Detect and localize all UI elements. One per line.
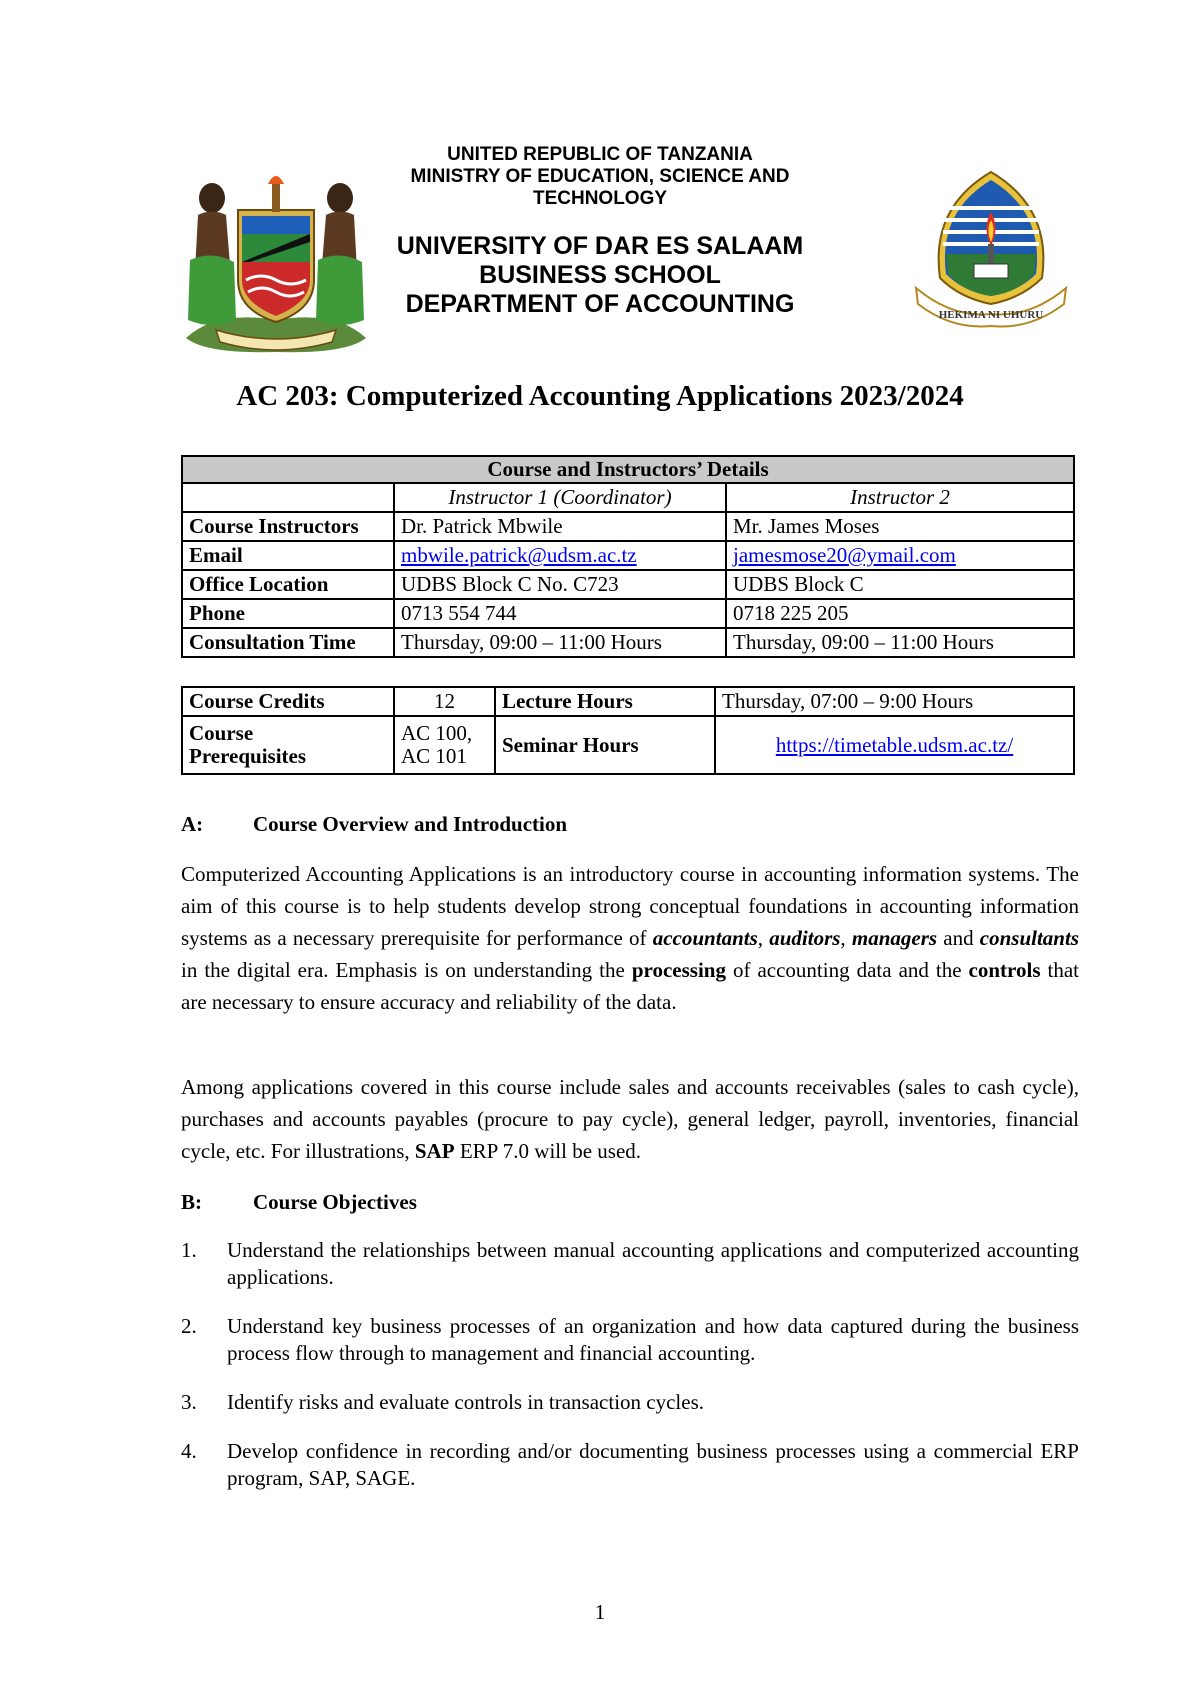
course-details-table [181, 686, 1075, 775]
university-name: UNIVERSITY OF DAR ES SALAAM [396, 232, 804, 260]
ministry-name-line1: MINISTRY OF EDUCATION, SCIENCE AND [410, 166, 790, 187]
instructor1-phone: 0713 554 744 [394, 599, 726, 628]
table-row [182, 541, 1074, 570]
prerequisite-1: AC 100, [401, 721, 473, 745]
emphasis-controls: controls [968, 958, 1041, 982]
row-label: Course Instructors [182, 512, 394, 541]
list-item: 2. Understand key business processes of an organization and how data captured during the business process flow through to management and financial accounting. [181, 1314, 1079, 1365]
prerequisites-label [182, 716, 394, 774]
section-b-title: Course Objectives [253, 1190, 417, 1214]
instructors-table [181, 455, 1075, 658]
page-number: 1 [594, 1600, 606, 1624]
credits-value: 12 [394, 687, 495, 716]
prerequisites-label-line1: Course [189, 721, 254, 745]
university-header [300, 232, 900, 319]
instructor1-consultation: Thursday, 09:00 – 11:00 Hours [394, 628, 726, 657]
instructors-table-caption: Course and Instructors’ Details [182, 456, 1074, 483]
instructor2-phone: 0718 225 205 [726, 599, 1074, 628]
table-row [182, 512, 1074, 541]
table-row [182, 687, 1074, 716]
row-label: Email [182, 541, 394, 570]
row-label: Phone [182, 599, 394, 628]
timetable-link[interactable]: https://timetable.udsm.ac.tz/ [775, 732, 1014, 757]
school-name: BUSINESS SCHOOL [479, 261, 721, 289]
instructor2-name: Mr. James Moses [726, 512, 1074, 541]
objectives-list [181, 1237, 1079, 1514]
document-title: AC 203: Computerized Accounting Applications 2023/2024 [236, 380, 964, 412]
list-item: 1. Understand the relationships between manual accounting applications and computerized accounting applications. [181, 1238, 1079, 1289]
list-item: 4. Develop confidence in recording and/or documenting business processes using a commercial ERP program, SAP, SAGE. [181, 1439, 1079, 1490]
credits-label: Course Credits [182, 687, 394, 716]
empty-header-cell [182, 483, 394, 512]
udsm-crest-logo [912, 168, 1070, 330]
row-label: Consultation Time [182, 628, 394, 657]
instructor2-office: UDBS Block C [726, 570, 1074, 599]
instructor1-email-link[interactable]: mbwile.patrick@udsm.ac.tz [401, 543, 637, 567]
section-a-letter: A: [181, 812, 204, 836]
table-row [182, 628, 1074, 657]
table-row [182, 716, 1074, 774]
instructor1-office: UDBS Block C No. C723 [394, 570, 726, 599]
prerequisites-label-line2: Prerequisites [189, 744, 307, 768]
section-a-title: Course Overview and Introduction [253, 812, 568, 836]
emphasis-consultants: consultants [979, 926, 1079, 950]
section-a-paragraph-1: Computerized Accounting Applications is an introductory course in accounting information systems. The aim of this course is to help students develop strong conceptual foundations in accounting information systems as a necessary prerequisite for performance of accountants, auditors, managers and consultants in the digital era. Emphasis is on understanding the processing of accounting data and the controls that are necessary to ensure accuracy and reliability of the data. [181, 862, 1079, 1014]
list-item: 3. Identify risks and evaluate controls in transaction cycles. [181, 1390, 705, 1414]
section-b-letter: B: [181, 1190, 202, 1214]
government-name: UNITED REPUBLIC OF TANZANIA [447, 144, 753, 165]
ministry-name-line2: TECHNOLOGY [532, 188, 668, 209]
instructor2-email-link[interactable]: jamesmose20@ymail.com [733, 543, 956, 567]
section-a-heading [181, 812, 567, 837]
seminar-hours-label: Seminar Hours [495, 716, 715, 774]
emphasis-processing: processing [631, 958, 726, 982]
lecture-hours-value: Thursday, 07:00 – 9:00 Hours [715, 687, 1074, 716]
section-b-heading [181, 1190, 417, 1215]
row-label: Office Location [182, 570, 394, 599]
instructor2-header: Instructor 2 [726, 483, 1074, 512]
instructor1-header: Instructor 1 (Coordinator) [394, 483, 726, 512]
emphasis-accountants: accountants [652, 926, 758, 950]
lecture-hours-label: Lecture Hours [495, 687, 715, 716]
table-row [182, 570, 1074, 599]
udsm-crest-motto: HEKIMA NI UHURU [938, 309, 1044, 321]
instructor2-consultation: Thursday, 09:00 – 11:00 Hours [726, 628, 1074, 657]
department-name: DEPARTMENT OF ACCOUNTING [405, 290, 795, 318]
instructor1-name: Dr. Patrick Mbwile [394, 512, 726, 541]
emphasis-managers: managers [851, 926, 938, 950]
emphasis-auditors: auditors [769, 926, 841, 950]
prerequisite-2: AC 101 [401, 744, 467, 768]
prerequisites-value [394, 716, 495, 774]
government-header [300, 144, 900, 210]
emphasis-sap: SAP [414, 1139, 455, 1163]
table-row [182, 483, 1074, 512]
section-a-paragraph-2: Among applications covered in this course include sales and accounts receivables (sales to cash cycle), purchases and accounts payables (procure to pay cycle), general ledger, payroll, inventories, financial cycle, etc. For illustrations, SAP ERP 7.0 will be used. [181, 1075, 1079, 1163]
table-row [182, 599, 1074, 628]
